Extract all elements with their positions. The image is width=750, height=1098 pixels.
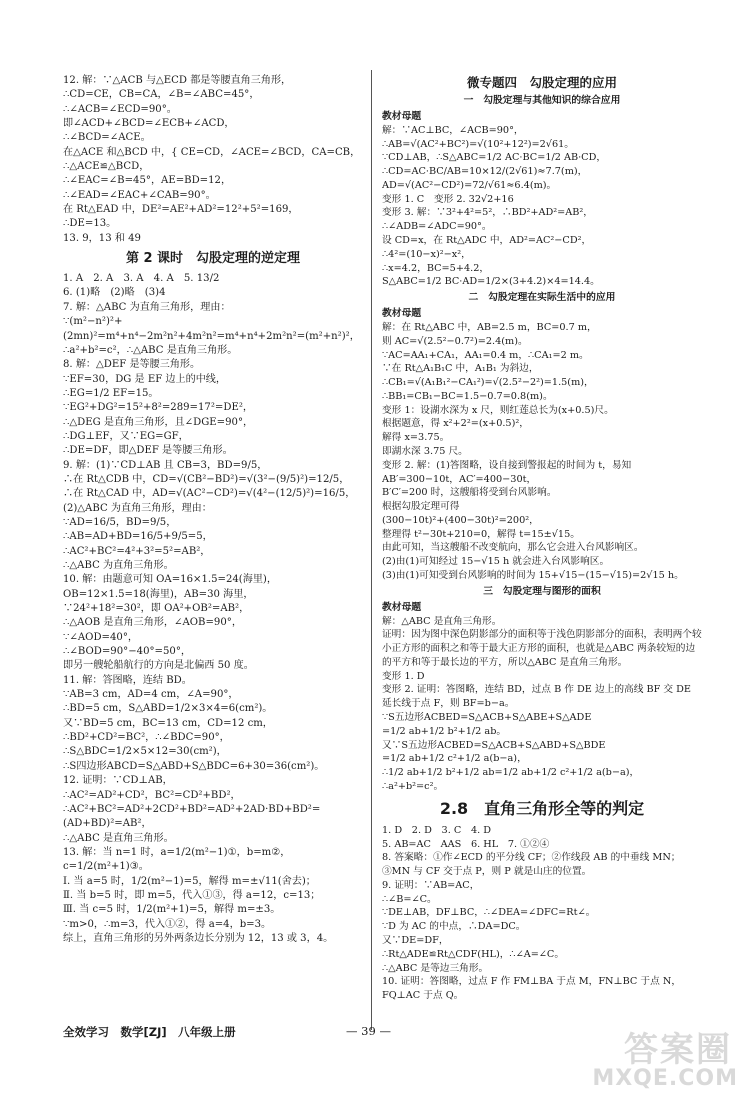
answer-line: ∴△AOB 是直角三角形，∠AOB=90°， xyxy=(63,617,242,629)
answer-line: =1/2 ab+1/2 c²+1/2 a(b−a)， xyxy=(382,753,527,765)
answer-line: 根据勾股定理可得 xyxy=(382,501,460,513)
answer-line: 变形 1：设湖水深为 x 尺，则红莲总长为(x+0.5)尺。 xyxy=(382,404,614,416)
answer-line: ∴CD=CE，CB=CA，∠B=∠ABC=45°， xyxy=(63,89,260,101)
page-number: — 39 — xyxy=(346,1024,391,1038)
answer-line: 12. 证明：∵CD⊥AB， xyxy=(63,775,173,787)
answer-line: 又∵BD=5 cm，BC=13 cm，CD=12 cm， xyxy=(63,717,273,729)
answer-line: 又∵DE=DF， xyxy=(382,934,449,946)
watermark-logo-text: 答案圈 xyxy=(624,1030,732,1070)
answer-line: ∵AD=16/5，BD=9/5， xyxy=(63,516,177,528)
answer-line: =1/2 ab+1/2 b²+1/2 ab。 xyxy=(382,725,507,737)
answer-line: Ⅱ. 当 b=5 时，即 m=5，代入①③，得 a=12，c=13； xyxy=(63,889,321,901)
answer-line: ∴S四边形ABCD=S△ABD+S△BDC=6+30=36(cm²)。 xyxy=(63,760,325,772)
answer-line: ∴∠ADB=∠ADC=90°。 xyxy=(382,221,492,233)
answer-line: ∴AB=√(AC²+BC²)=√(10²+12²)=2√61。 xyxy=(382,138,574,150)
answer-line: 证明：因为图中深色阴影部分的面积等于浅色阴影部分的面积，表明两个较小正方形的面积之和等于最大正方形的面积，也就是△ABC 两条较短的边的平方和等于最长边的平方，所以△ABC 是直角三角形。 xyxy=(382,629,702,668)
answer-line: ∵D 为 AC 的中点，∴DA=DC。 xyxy=(382,921,526,933)
answer-line: ∴∠B=∠C。 xyxy=(382,893,437,905)
lesson-title: 第 2 课时 勾股定理的逆定理 xyxy=(125,251,301,267)
answer-line: 在 Rt△EAD 中，DE²=AE²+AD²=12²+5²=169， xyxy=(63,204,299,216)
answer-line: 8. 答案略：①作∠ECD 的平分线 CF；②作线段 AB 的中垂线 MN；③MN 与 CF 交于点 P，则 P 就是山庄的位置。 xyxy=(382,852,681,878)
answer-line: ∵CD⊥AB，∴S△ABC=1/2 AC·BC=1/2 AB·CD， xyxy=(382,152,607,164)
answer-line: 整理得 t²−30t+210=0，解得 t=15±√15。 xyxy=(382,528,580,540)
answer-line: ∴a²+b²=c²，∴△ABC 是直角三角形。 xyxy=(63,344,238,356)
answer-line: Ⅲ. 当 c=5 时，1/2(m²+1)=5，解得 m=±3。 xyxy=(63,904,281,916)
answer-line: 1. D 2. D 3. C 4. D xyxy=(382,824,492,836)
answer-line: 5. AB=AC AAS 6. HL 7. ①②④ xyxy=(382,838,550,850)
answer-line: ∵S五边形ACBED=S△ACB+S△ABE+S△ADE xyxy=(382,712,592,724)
answer-line: ∴BD²+CD²=BC²，∴∠BDC=90°， xyxy=(63,732,230,744)
watermark-url: MXQE.COM xyxy=(592,1066,738,1091)
answer-line: ∴CD=AC·BC/AB=10×12/(2√61)≈7.7(m)， xyxy=(382,166,588,178)
answer-line: 变形 3. 解：∵3²+4²=5²，∴BD²+AD²=AB²， xyxy=(382,207,593,219)
answer-line: S△ABC=1/2 BC·AD=1/2×(3+4.2)×4=14.4。 xyxy=(382,276,600,288)
answer-line: 设 CD=x，在 Rt△ADC 中，AD²=AC²−CD²， xyxy=(382,235,592,247)
answer-line: ∴EG=1/2 EF=15。 xyxy=(63,387,159,399)
answer-line: 解：△ABC 是直角三角形。 xyxy=(382,615,502,627)
subsection-title: 二 勾股定理在实际生活中的应用 xyxy=(468,292,616,304)
answer-line: ∴AC²+BC²=AD²+2CD²+BD²=AD²+2AD·BD+BD²=(AD+BD)²=AB²， xyxy=(63,803,321,830)
answer-line: ∴∠BCD=∠ACE。 xyxy=(63,132,151,144)
answer-line: ∴CB₁=√(A₁B₁²−CA₁²)=√(2.5²−2²)=1.5(m)， xyxy=(382,377,594,389)
answer-line: 7. 解：△ABC 为直角三角形，理由： xyxy=(63,301,231,313)
answer-line: ∴BD=5 cm，S△ABD=1/2×3×4=6(cm²)。 xyxy=(63,703,273,715)
answer-line: 变形 1. C 变形 2. 32√2+16 xyxy=(382,193,514,205)
answer-line: 又∵S五边形ACBED=S△ACB+S△ABD+S△BDE xyxy=(382,739,606,751)
answer-line: ∴4²=(10−x)²−x²， xyxy=(382,248,471,260)
answer-line: Ⅰ. 当 a=5 时，1/2(m²−1)=5，解得 m=±√11(舍去)； xyxy=(63,875,316,887)
answer-line: OB=12×1.5=18(海里)，AB=30 海里， xyxy=(63,588,254,600)
answer-line: ∴1/2 ab+1/2 b²+1/2 ab=1/2 ab+1/2 c²+1/2 a(b−a)， xyxy=(382,767,640,779)
answer-line: ∴△ABC 为直角三角形。 xyxy=(63,560,174,571)
answer-line: ∴∠ACB=∠ECD=90°。 xyxy=(63,103,177,115)
answer-line: 变形 2. 解：(1)答图略，设自接到警报起的时间为 t，易知 AB′=300−10t，AC′=400−30t， xyxy=(382,459,632,485)
textbook-label: 教材母题 xyxy=(382,601,422,613)
answer-line: ∴∠EAC=∠B=45°，AE=BD=12， xyxy=(63,175,232,187)
answer-line: 变形 2. 证明：答图略，连结 BD，过点 B 作 DE 边上的高线 BF 交 DE 延长线于点 F，则 BF=b−a。 xyxy=(382,684,691,710)
answer-line: 则 AC=√(2.5²−0.7²)=2.4(m)。 xyxy=(382,335,528,347)
answer-line: ∴在 Rt△CAD 中，AD=√(AC²−CD²)=√(4²−(12/5)²)=16/5， xyxy=(63,488,356,500)
site-watermark xyxy=(582,1022,742,1092)
answer-line: 11. 解：答图略，连结 BD。 xyxy=(63,674,192,686)
answer-line: 即湖水深 3.75 尺。 xyxy=(382,445,468,457)
subsection-title: 一 勾股定理与其他知识的综合应用 xyxy=(463,95,621,106)
answer-line: ∵AB=3 cm，AD=4 cm，∠A=90°， xyxy=(63,689,239,701)
answer-line: 10. 解：由题意可知 OA=16×1.5=24(海里)， xyxy=(63,574,277,586)
answer-line: ∵∠AOD=40°， xyxy=(63,631,138,643)
right-column xyxy=(382,74,702,1003)
answer-line: ∴∠BOD=90°−40°=50°， xyxy=(63,646,191,658)
answer-line: ∵24²+18²=30²，即 OA²+OB²=AB²， xyxy=(63,603,250,615)
answer-line: ∵EG²+DG²=15²+8²=289=17²=DE²， xyxy=(63,402,253,414)
answer-line: 即另一艘轮船航行的方向是北偏西 50 度。 xyxy=(63,660,254,672)
answer-line: ∵AC=AA₁+CA₁，AA₁=0.4 m，∴CA₁=2 m。 xyxy=(382,349,589,361)
answer-line: ∴DE=DF，即△DEF 是等腰三角形。 xyxy=(63,445,233,457)
answer-line: 9. 解：(1)∵CD⊥AB 且 CB=3，BD=9/5， xyxy=(63,459,268,471)
answer-line: 1. A 2. A 3. A 4. A 5. 13/2 xyxy=(63,273,220,285)
answer-line: (2)△ABC 为直角三角形，理由： xyxy=(63,502,212,514)
answer-line: ∴△ABC 是等边三角形。 xyxy=(382,962,489,974)
answer-line: ∴在 Rt△CDB 中，CD=√(CB²−BD²)=√(3²−(9/5)²)=12/5， xyxy=(63,473,350,485)
answer-line: 在△ACE 和△BCD 中，{ CE=CD，∠ACE=∠BCD，CA=CB， xyxy=(63,146,361,158)
textbook-label: 教材母题 xyxy=(382,308,422,320)
answer-line: (3)由(1)可知受到台风影响的时间为 15+√15−(15−√15)=2√15 h。 xyxy=(382,570,684,581)
answer-line: ∴DG⊥EF，又∵EG=GF， xyxy=(63,430,189,442)
answer-line: ∴△ACE≌△BCD， xyxy=(63,161,150,173)
answer-line: 解得 x=3.75。 xyxy=(382,432,450,444)
answer-line: 9. 证明：∵AB=AC， xyxy=(382,879,480,891)
answer-line: ∵在 Rt△A₁B₁C 中，A₁B₁ 为斜边， xyxy=(382,363,539,375)
answer-line: ∴△ABC 是直角三角形。 xyxy=(63,832,174,844)
answer-line: 13. 9，13 和 49 xyxy=(63,232,141,244)
answer-line: 12. 解：∵△ACB 与△ECD 都是等腰直角三角形， xyxy=(63,75,292,86)
answer-line: (2)由(1)可知经过 15−√15 h 就会进入台风影响区。 xyxy=(382,556,610,568)
answer-line: 13. 解：当 n=1 时，a=1/2(m²−1)①，b=m②，c=1/2(m²+1)③。 xyxy=(63,846,291,873)
answer-line: 解：∵AC⊥BC，∠ACB=90°， xyxy=(382,124,524,136)
answer-line: B′C′=200 时，这艘船将受到台风影响。 xyxy=(382,487,557,499)
answer-line: (300−10t)²+(400−30t)²=200²， xyxy=(382,514,539,526)
left-column xyxy=(63,74,363,946)
answer-line: ∴AB=AD+BD=16/5+9/5=5， xyxy=(63,531,213,543)
textbook-label: 教材母题 xyxy=(382,111,422,122)
answer-line: 10. 证明：答图略，过点 F 作 FM⊥BA 于点 M，FN⊥BC 于点 N，FQ⊥AC 于点 Q。 xyxy=(382,976,682,1002)
answer-line: 综上，直角三角形的另外两条边长分别为 12，13 或 3，4。 xyxy=(63,932,334,944)
answer-line: ∴S△BDC=1/2×5×12=30(cm²)， xyxy=(63,746,227,758)
column-divider xyxy=(371,70,372,1030)
book-title: 全效学习 数学[ZJ] 八年级上册 xyxy=(63,1025,236,1039)
answer-line: ∵EF=30，DG 是 EF 边上的中线， xyxy=(63,373,226,385)
answer-line: ∴DE=13。 xyxy=(63,218,117,230)
answer-line: ∴x=4.2，BC=5+4.2， xyxy=(382,262,490,274)
answer-line: 即∠ACD+∠BCD=∠ECB+∠ACD， xyxy=(63,118,235,130)
section-title: 2.8 直角三角形全等的判定 xyxy=(439,798,645,818)
answer-line: ∴a²+b²=c²。 xyxy=(382,780,444,792)
answer-line: ∴BB₁=CB₁−BC=1.5−0.7=0.8(m)。 xyxy=(382,390,553,402)
answer-line: 根据题意，得 x²+2²=(x+0.5)²， xyxy=(382,418,529,430)
answer-line: AD=√(AC²−CD²)=72/√61≈6.4(m)。 xyxy=(382,179,557,191)
answer-line: 6. (1)略 (2)略 (3)4 xyxy=(63,287,166,299)
answer-line: ∴AC²+BC²=4²+3²=5²=AB²， xyxy=(63,545,211,557)
answer-line: 变形 1. D xyxy=(382,670,425,682)
subsection-title: 三 勾股定理与图形的面积 xyxy=(483,585,601,597)
answer-line: ∴Rt△ADE≌Rt△CDF(HL)，∴∠A=∠C。 xyxy=(382,948,565,960)
answer-line: ∴AC²=AD²+CD²，BC²=CD²+BD²， xyxy=(63,789,241,801)
answer-line: 解：在 Rt△ABC 中，AB=2.5 m，BC=0.7 m， xyxy=(382,321,597,333)
answer-line: 由此可知，当这艘船不改变航向，那么它会进入台风影响区。 xyxy=(382,542,644,554)
topic-title: 微专题四 勾股定理的应用 xyxy=(466,75,617,90)
answer-line: ∵DE⊥AB，DF⊥BC，∴∠DEA=∠DFC=Rt∠。 xyxy=(382,907,596,919)
answer-line: ∵m>0，∴m=3，代入①②，得 a=4，b=3。 xyxy=(63,918,272,930)
answer-line: ∴△DEG 是直角三角形，且∠DGE=90°， xyxy=(63,416,254,428)
answer-line: 8. 解：△DEF 是等腰三角形。 xyxy=(63,359,201,371)
answer-line: ∵(m²−n²)²+(2mn)²=m⁴+n⁴−2m²n²+4m²n²=m⁴+n⁴+2m²n²=(m²+n²)²， xyxy=(63,316,360,342)
answer-line: ∴∠EAD=∠EAC+∠CAB=90°。 xyxy=(63,189,216,201)
